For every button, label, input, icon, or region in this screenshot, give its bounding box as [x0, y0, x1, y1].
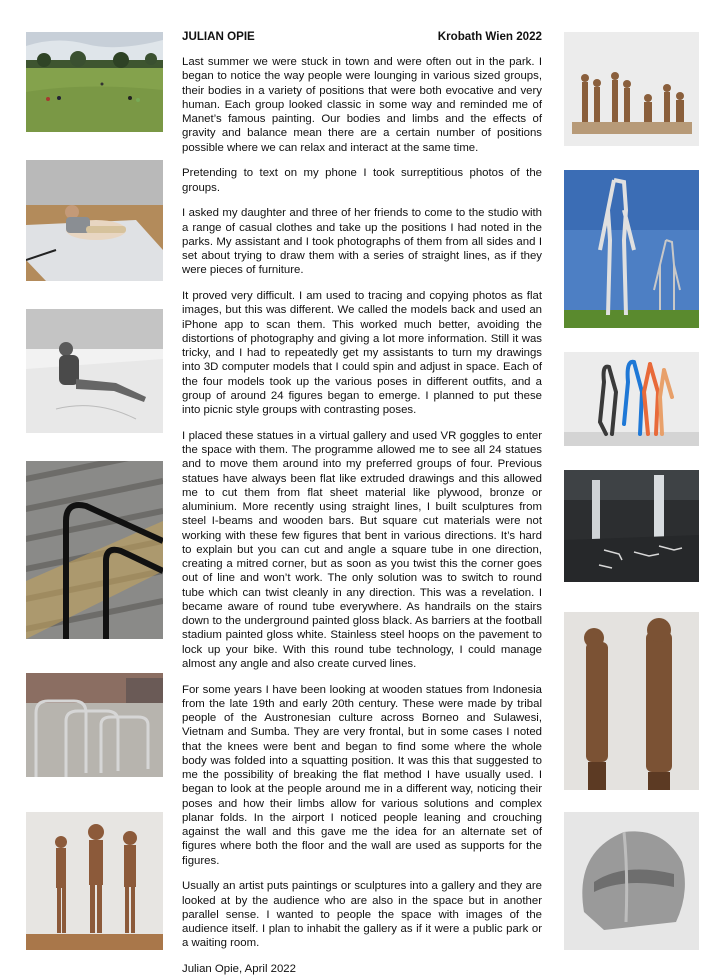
paragraph: It proved very difficult. I am used to tracing and copying photos as flat images, but this was different. We called the models back and used an iPhone app to scan them. This worked much better, avoiding the distortions of photography and giving a lot more information. Still it was tricky, and I had to repeatedly get my assistants to turn my drawings into 3D computer models that I could spin and adjust in space. Each of the four models took up the various poses in different outfits, and a group of around 24 figures began to emerge. I planned to put these into picnic style groups with contrasting poses. [182, 290, 542, 416]
park-photo [26, 32, 163, 132]
paragraph: I asked my daughter and three of her friends to come to the studio with a range of casual clothes and take up the positions I had noted in the parks. My assistant and I took photographs of them from all sides and I set about trying to draw them with a series of straight lines, as if they were pieces of furniture. [182, 207, 542, 277]
wooden-statues-photo [26, 812, 163, 950]
paragraph: Last summer we were stuck in town and were often out in the park. I began to notice the way people were lounging in various sized groups, their bodies in a variety of positions that were both evocative and very human. Each group looked classic in some way and reminded me of Manet’s famous painting. Our bodies and limbs and the effects of gravity and balance mean there are a certain number of positions possible where we can relax and interact at the same time. [182, 56, 542, 154]
colored-figures-sculpture [564, 352, 699, 446]
essay-column [182, 30, 542, 976]
small-figures-sculpture [564, 32, 699, 146]
signature: Julian Opie, April 2022 [182, 963, 296, 975]
outdoor-steel-sculptures [564, 170, 699, 328]
header-row [182, 30, 542, 44]
underground-handrail-photo [26, 461, 163, 639]
exhibition-venue: Krobath Wien 2022 [437, 30, 542, 43]
reclining-model-photo [26, 160, 163, 281]
armour-helmet-photo [564, 812, 699, 950]
virtual-gallery-render [564, 470, 699, 582]
bike-hoops-photo [26, 673, 163, 777]
3d-scan-model [26, 309, 163, 433]
tribal-carvings-photo [564, 612, 699, 790]
paragraph: I placed these statues in a virtual gallery and used VR goggles to enter the space with them. The programme allowed me to see all 24 statues and to move them around into my preferred groups of four. Previous statues have always been flat like extruded drawings and this allowed me to cut them from flat sheet material like plywood, bronze or aluminium. More recently using straight lines, I built sculptures from steel I-beams and wooden bars. But square cut materials were not working with these few figures that bent in various directions. It’s hard to explain but you can cut and angle a square tube in one direction, creating a mitred corner, but as soon as you twist this the corner goes out of line and won’t work. The only solution was to switch to round tube which can twist cleanly in any direction. This was a revelation. I became aware of round tube everywhere. As handrails on the stairs down to the underground painted gloss black. As barriers at the football stadium painted gloss white. Stainless steel hoops on the pavement to lock up your bike. With this round tube technology, I could manage almost any angle and also create curved lines. [182, 429, 542, 670]
paragraph: Usually an artist puts paintings or sculptures into a gallery and they are looked at by the audience who are also in the space but in another parallel sense. I wanted to people the space with images of the audience itself. I plan to inhabit the gallery as if it were a public park or a waiting room. [182, 880, 542, 950]
artist-name: JULIAN OPIE [182, 30, 255, 43]
paragraph: Pretending to text on my phone I took surreptitious photos of the groups. [182, 167, 542, 194]
paragraph: For some years I have been looking at wooden statues from Indonesia from the late 19th and early 20th century. These were made by tribal people of the Austronesian culture across Borneo and Sulawesi, Vietnam and Sumba. They are very frontal, but in some cases I noted that the knees were bent and began to find some where the whole body was folded into a squatting position. It was this that suggested to me the possibility of breaking the flat method I have usually used. I began to look at the people around me in a different way, noticing their poses and how their limbs allow for various solutions and complex planar folds. In the airport I noticed people leaning and crouching against the wall and this gave me the idea for an alternate set of figures where both the floor and the wall are used as supports for the figures. [182, 683, 542, 867]
